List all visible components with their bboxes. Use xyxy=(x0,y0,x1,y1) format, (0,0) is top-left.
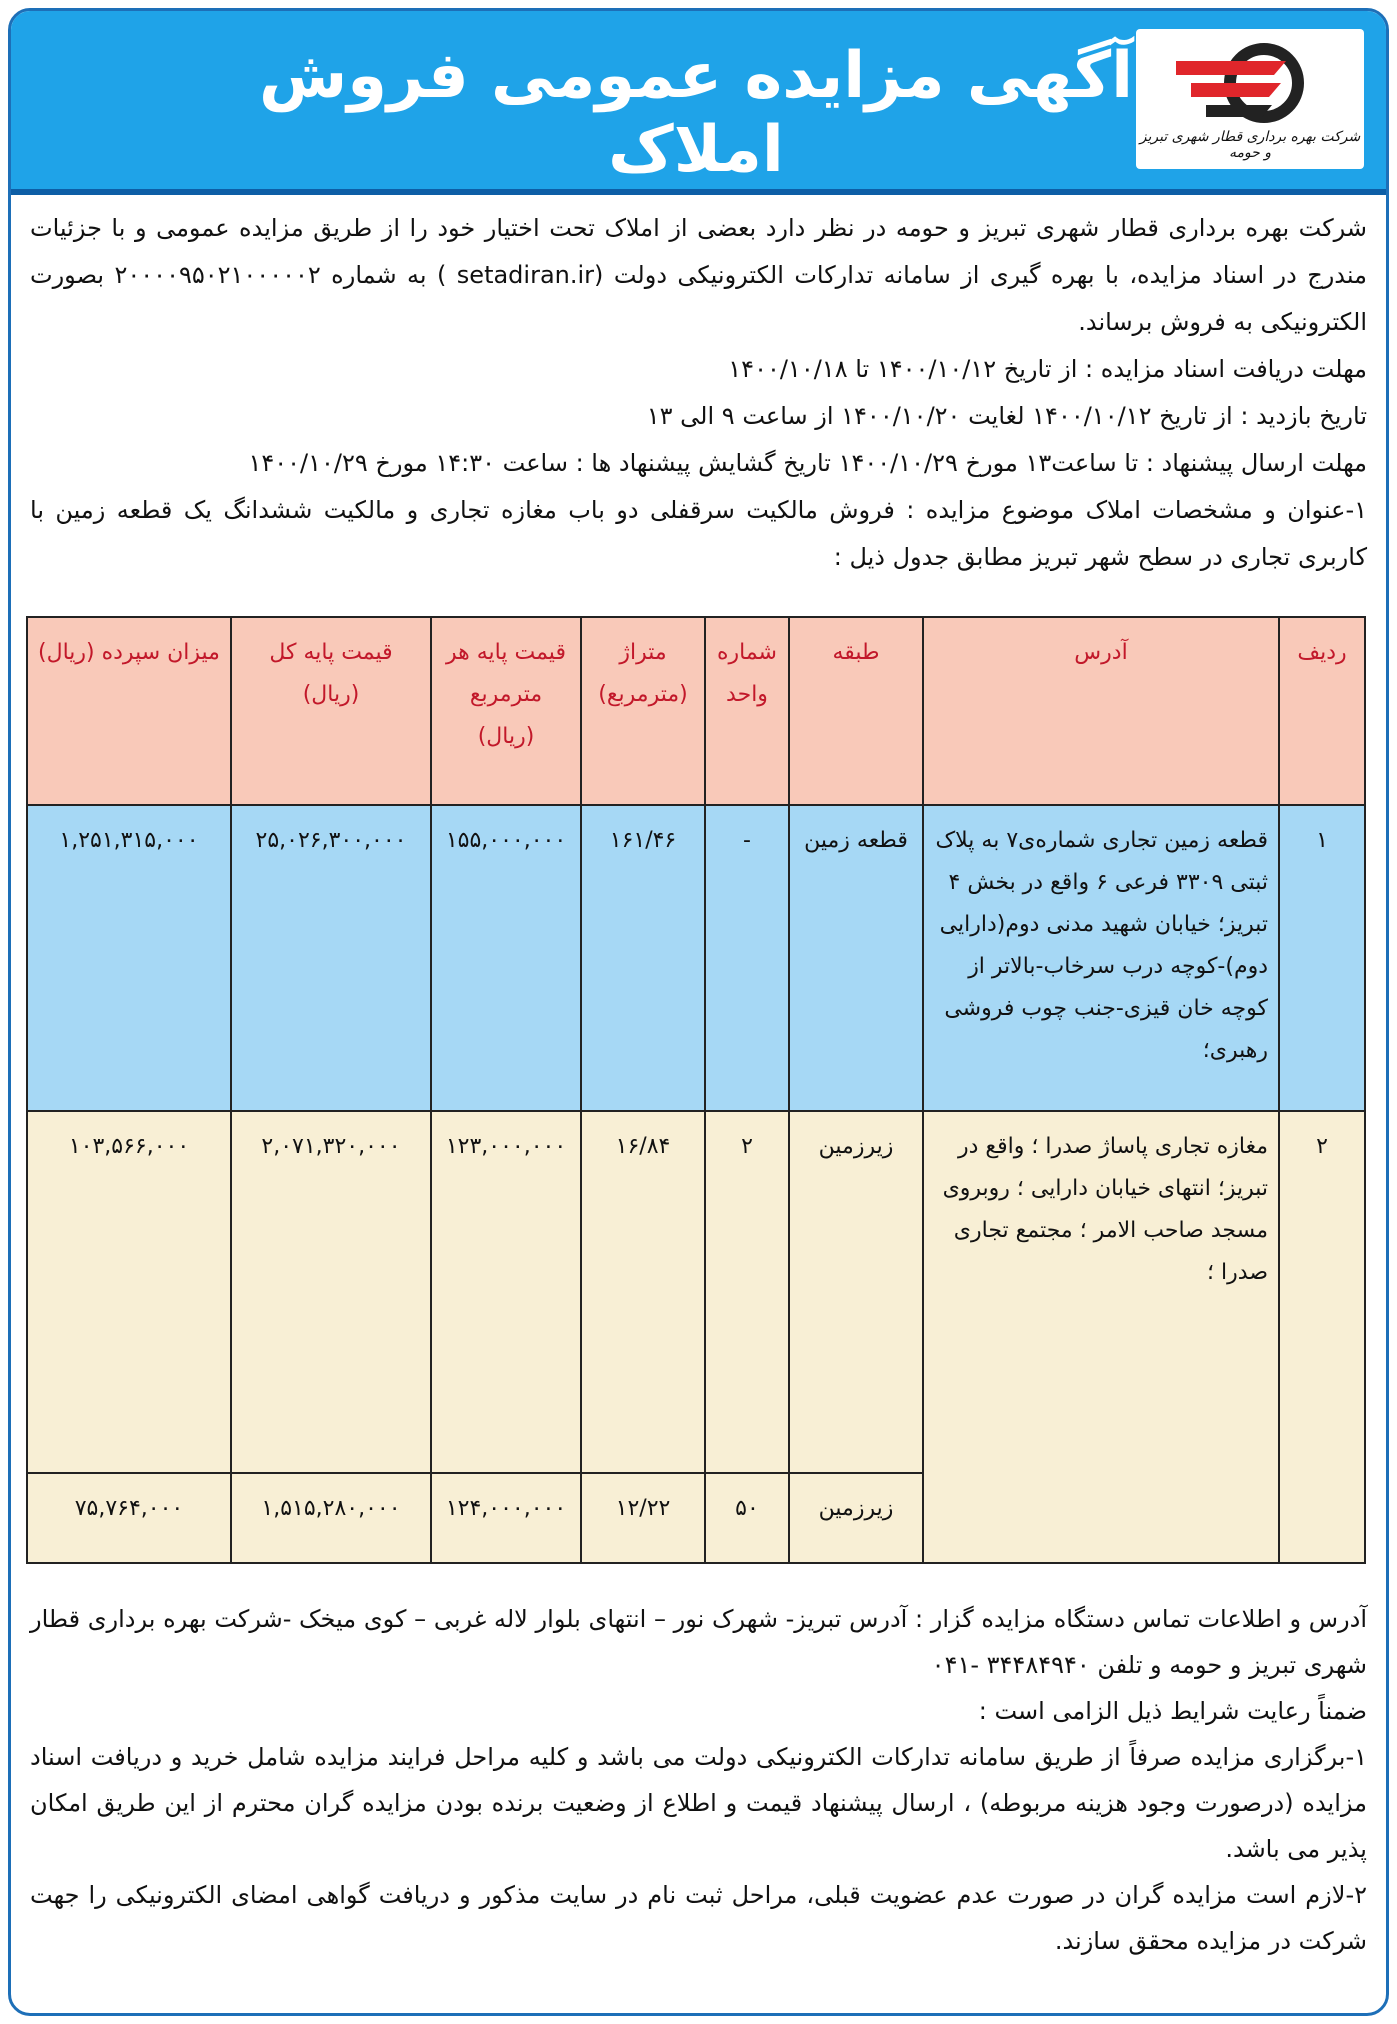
header-banner xyxy=(11,11,1386,195)
area-cell: ۱۶/۸۴ xyxy=(581,1111,705,1473)
price-per-m2-cell: ۱۵۵,۰۰۰,۰۰۰ xyxy=(431,805,581,1111)
table-row xyxy=(27,1111,1365,1473)
area-cell: ۱۶۱/۴۶ xyxy=(581,805,705,1111)
documents-deadline: مهلت دریافت اسناد مزایده : از تاریخ ۱۴۰۰/۱۰/۱۲ تا ۱۴۰۰/۱۰/۱۸ xyxy=(728,355,1367,383)
deposit-cell: ۱۰۳,۵۶۶,۰۰۰ xyxy=(27,1111,231,1473)
logo-emblem-icon xyxy=(1136,35,1364,135)
intro-section xyxy=(30,205,1367,581)
table-row xyxy=(27,805,1365,1111)
total-price-cell: ۲۵,۰۲۶,۳۰۰,۰۰۰ xyxy=(231,805,431,1111)
col-floor: طبقه xyxy=(789,617,923,805)
col-total-price: قیمت پایه کل (ریال) xyxy=(231,617,431,805)
deposit-cell: ۷۵,۷۶۴,۰۰۰ xyxy=(27,1473,231,1563)
company-logo xyxy=(1136,29,1364,169)
contact-info: آدرس و اطلاعات تماس دستگاه مزایده گزار : آدرس تبریز- شهرک نور – انتهای بلوار لاله غربی – کوی میخک -شرکت بهره برداری قطار شهری تبریز و حومه و تلفن ۳۴۴۸۴۹۴۰ -۰۴۱ xyxy=(30,1605,1367,1679)
unit-cell: ۲ xyxy=(705,1111,789,1473)
intro-paragraph: شرکت بهره برداری قطار شهری تبریز و حومه در نظر دارد بعضی از املاک تحت اختیار خود را از طریق مزایده عمومی و با جزئیات مندرج در اسناد مزایده، با بهره گیری از سامانه تدارکات الکترونیکی دولت (setadiran.ir ) به شماره ۲۰۰۰۰۹۵۰۲۱۰۰۰۰۰۲ بصورت الکترونیکی به فروش برساند. xyxy=(30,214,1367,336)
visit-date: تاریخ بازدید : از تاریخ ۱۴۰۰/۱۰/۱۲ لغایت ۱۴۰۰/۱۰/۲۰ از ساعت ۹ الی ۱۳ xyxy=(646,402,1367,430)
col-row: ردیف xyxy=(1279,617,1365,805)
intro-text-end: ) به شماره ۲۰۰۰۰۹۵۰۲۱۰۰۰۰۰۲ بصورت الکترونیکی به فروش برساند. xyxy=(30,261,1367,336)
condition-2: ۲-لازم است مزایده گران در صورت عدم عضویت قبلی، مراحل ثبت نام در سایت مذکور و دریافت گواهی امضای الکترونیکی را جهت شرکت در مزایده محقق سازند. xyxy=(30,1881,1367,1955)
property-spec: ۱-عنوان و مشخصات املاک موضوع مزایده : فروش مالکیت سرقفلی دو باب مغازه تجاری و مالکیت ششدانگ یک قطعه زمین با کاربری تجاری در سطح شهر تبریز مطابق جدول ذیل : xyxy=(30,496,1367,571)
deposit-cell: ۱,۲۵۱,۳۱۵,۰۰۰ xyxy=(27,805,231,1111)
conditions-heading: ضمناً رعایت شرایط ذیل الزامی است : xyxy=(978,1697,1367,1725)
unit-cell: ۵۰ xyxy=(705,1473,789,1563)
col-unit: شماره واحد xyxy=(705,617,789,805)
floor-cell: زیرزمین xyxy=(789,1473,923,1563)
price-per-m2-cell: ۱۲۳,۰۰۰,۰۰۰ xyxy=(431,1111,581,1473)
notice-title: آگهی مزایده عمومی فروش املاک xyxy=(258,39,1134,187)
floor-cell: قطعه زمین xyxy=(789,805,923,1111)
address-cell: مغازه تجاری پاساژ صدرا ؛ واقع در تبریز؛ انتهای خیابان دارایی ؛ روبروی مسجد صاحب الامر ؛ مجتمع تجاری صدرا ؛ xyxy=(923,1111,1279,1563)
total-price-cell: ۱,۵۱۵,۲۸۰,۰۰۰ xyxy=(231,1473,431,1563)
footer-section xyxy=(30,1596,1367,1964)
properties-table xyxy=(26,616,1366,1564)
col-area: متراژ (مترمربع) xyxy=(581,617,705,805)
row-number: ۲ xyxy=(1279,1111,1365,1563)
intro-text: شرکت بهره برداری قطار شهری تبریز و حومه در نظر دارد بعضی از املاک تحت اختیار خود را از طریق مزایده عمومی و با جزئیات مندرج در اسناد مزایده، با بهره گیری از سامانه تدارکات الکترونیکی دولت xyxy=(30,214,1367,289)
row-number: ۱ xyxy=(1279,805,1365,1111)
submission-deadline: مهلت ارسال پیشنهاد : تا ساعت۱۳ مورخ ۱۴۰۰/۱۰/۲۹ تاریخ گشایش پیشنهاد ها : ساعت ۱۴:۳۰ مورخ ۱۴۰۰/۱۰/۲۹ xyxy=(248,449,1367,477)
setadiran-link[interactable]: setadiran.ir xyxy=(456,261,595,289)
total-price-cell: ۲,۰۷۱,۳۲۰,۰۰۰ xyxy=(231,1111,431,1473)
price-per-m2-cell: ۱۲۴,۰۰۰,۰۰۰ xyxy=(431,1473,581,1563)
condition-1: ۱-برگزاری مزایده صرفاً از طریق سامانه تدارکات الکترونیکی دولت می باشد و کلیه مراحل فرایند مزایده شامل خرید و دریافت اسناد مزایده (درصورت وجود هزینه مربوطه) ، ارسال پیشنهاد قیمت و اطلاع از وضعیت برنده بودن مزایده گران محترم از این طریق امکان پذیر می باشد. xyxy=(30,1743,1367,1863)
table-header-row xyxy=(27,617,1365,805)
col-address: آدرس xyxy=(923,617,1279,805)
col-deposit: میزان سپرده (ریال) xyxy=(27,617,231,805)
col-price-per-m2: قیمت پایه هر مترمربع (ریال) xyxy=(431,617,581,805)
address-cell: قطعه زمین تجاری شماره‌ی۷ به پلاک ثبتی ۳۳۰۹ فرعی ۶ واقع در بخش ۴ تبریز؛ خیابان شهید مدنی دوم(دارایی دوم)-کوچه درب سرخاب-بالاتر از کوچه خان قیزی-جنب چوب فروشی رهبری؛ xyxy=(923,805,1279,1111)
area-cell: ۱۲/۲۲ xyxy=(581,1473,705,1563)
unit-cell: - xyxy=(705,805,789,1111)
logo-caption: شرکت بهره برداری قطار شهری تبریز و حومه xyxy=(1139,129,1361,161)
floor-cell: زیرزمین xyxy=(789,1111,923,1473)
